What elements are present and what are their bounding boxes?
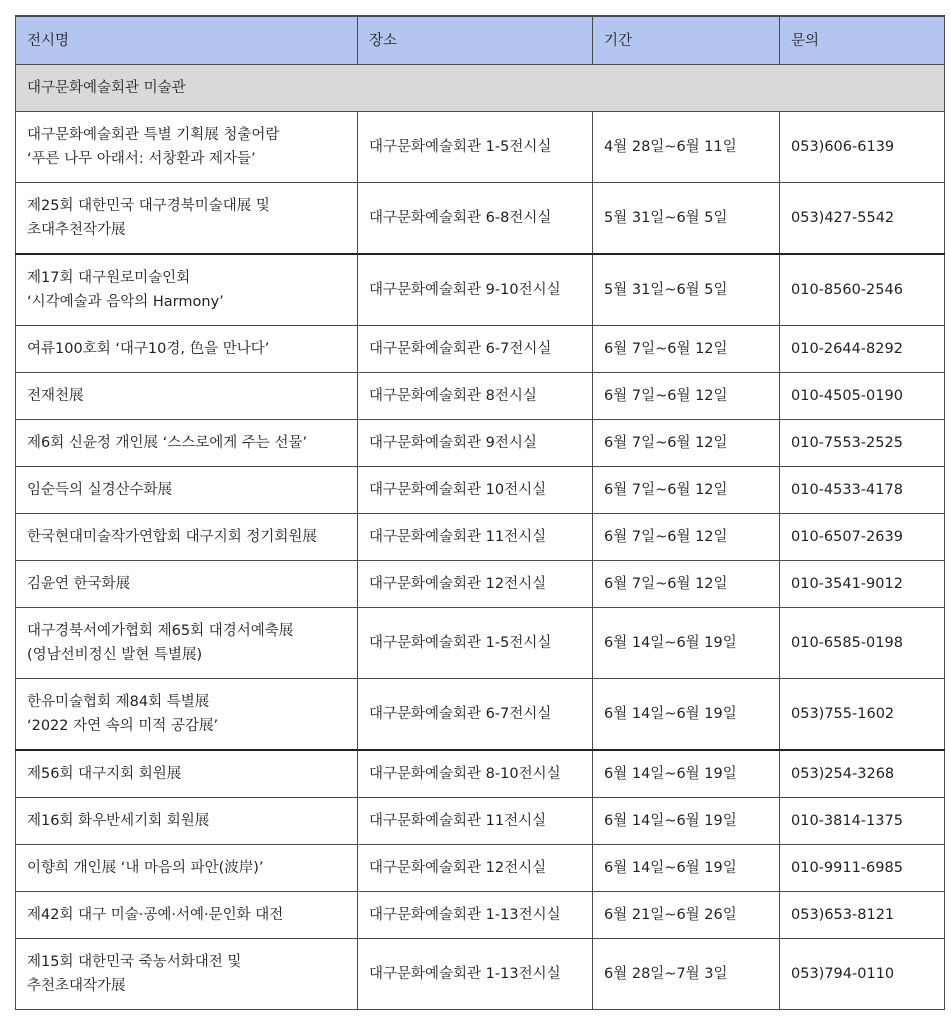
contact-cell: 010-8560-2546 [780, 254, 945, 326]
exhibition-title-line: 제42회 대구 미술·공예·서예·문인화 대전 [27, 907, 284, 923]
exhibition-title-line: 임순득의 실경산수화展 [27, 482, 173, 498]
contact-cell: 010-6585-0198 [780, 608, 945, 679]
header-title: 전시명 [16, 16, 358, 65]
exhibition-title-line: 제17회 대구원로미술인회 [27, 270, 191, 286]
period-cell: 6월 14일~6월 19일 [593, 679, 780, 751]
contact-cell: 010-2644-8292 [780, 326, 945, 373]
venue-cell: 대구문화예술회관 9전시실 [358, 420, 593, 467]
exhibition-title-cell [16, 420, 358, 467]
venue-cell: 대구문화예술회관 12전시실 [358, 561, 593, 608]
period-cell: 5월 31일~6월 5일 [593, 254, 780, 326]
period-cell: 5월 31일~6월 5일 [593, 183, 780, 255]
period-cell: 6월 14일~6월 19일 [593, 608, 780, 679]
venue-cell: 대구문화예술회관 10전시실 [358, 467, 593, 514]
venue-cell: 대구문화예술회관 8전시실 [358, 373, 593, 420]
exhibition-table [15, 15, 945, 1010]
table-row [16, 420, 945, 467]
venue-cell: 대구문화예술회관 8-10전시실 [358, 750, 593, 798]
exhibition-title-line: 추천초대작가展 [27, 978, 126, 994]
exhibition-title-cell [16, 845, 358, 892]
venue-cell: 대구문화예술회관 6-7전시실 [358, 679, 593, 751]
exhibition-title-cell [16, 112, 358, 183]
exhibition-title-line: (영남선비정신 발현 특별展) [27, 647, 203, 663]
venue-cell: 대구문화예술회관 1-5전시실 [358, 112, 593, 183]
table-row [16, 750, 945, 798]
exhibition-title-line: 이향희 개인展 ‘내 마음의 파안(波岸)’ [27, 860, 264, 876]
contact-cell: 053)794-0110 [780, 939, 945, 1010]
contact-cell: 053)427-5542 [780, 183, 945, 255]
contact-cell: 053)653-8121 [780, 892, 945, 939]
header-period: 기간 [593, 16, 780, 65]
venue-cell: 대구문화예술회관 9-10전시실 [358, 254, 593, 326]
venue-cell: 대구문화예술회관 12전시실 [358, 845, 593, 892]
exhibition-title-line: 김윤연 한국화展 [27, 576, 131, 592]
exhibition-title-cell [16, 608, 358, 679]
exhibition-title-cell [16, 467, 358, 514]
exhibition-title-cell [16, 939, 358, 1010]
exhibition-title-line: 전재천展 [27, 388, 84, 404]
table-row [16, 845, 945, 892]
exhibition-title-line: 제16회 화우반세기회 회원展 [27, 813, 210, 829]
table-row [16, 373, 945, 420]
header-row [16, 16, 945, 65]
exhibition-title-line: 제25회 대한민국 대구경북미술대展 및 [27, 198, 270, 214]
exhibition-title-line: ‘푸른 나무 아래서: 서창환과 제자들’ [27, 151, 256, 167]
period-cell: 6월 28일~7월 3일 [593, 939, 780, 1010]
section-row [16, 65, 945, 112]
contact-cell: 010-7553-2525 [780, 420, 945, 467]
exhibition-title-cell [16, 679, 358, 751]
table-row [16, 679, 945, 751]
exhibition-title-cell [16, 373, 358, 420]
contact-cell: 053)755-1602 [780, 679, 945, 751]
contact-cell: 010-4505-0190 [780, 373, 945, 420]
exhibition-title-cell [16, 561, 358, 608]
contact-cell: 010-3814-1375 [780, 798, 945, 845]
contact-cell: 010-3541-9012 [780, 561, 945, 608]
exhibition-title-line: ‘시각예술과 음악의 Harmony’ [27, 294, 224, 310]
period-cell: 6월 7일~6월 12일 [593, 326, 780, 373]
contact-cell: 010-6507-2639 [780, 514, 945, 561]
period-cell: 6월 7일~6월 12일 [593, 514, 780, 561]
table-row [16, 467, 945, 514]
exhibition-title-cell [16, 183, 358, 255]
exhibition-title-line: 여류100호회 ‘대구10경, 色을 만나다’ [27, 341, 270, 357]
period-cell: 6월 7일~6월 12일 [593, 373, 780, 420]
table-row [16, 254, 945, 326]
table-row [16, 561, 945, 608]
venue-cell: 대구문화예술회관 11전시실 [358, 514, 593, 561]
table-row [16, 892, 945, 939]
period-cell: 6월 7일~6월 12일 [593, 467, 780, 514]
venue-cell: 대구문화예술회관 1-13전시실 [358, 939, 593, 1010]
exhibition-title-line: ‘2022 자연 속의 미적 공감展’ [27, 718, 219, 734]
table-row [16, 608, 945, 679]
exhibition-title-line: 제6회 신윤정 개인展 ‘스스로에게 주는 선물’ [27, 435, 308, 451]
exhibition-title-line: 한국현대미술작가연합회 대구지회 정기회원展 [27, 529, 317, 545]
header-venue: 장소 [358, 16, 593, 65]
table-row [16, 112, 945, 183]
exhibition-title-cell [16, 326, 358, 373]
exhibition-title-line: 초대추천작가展 [27, 222, 126, 238]
contact-cell: 010-4533-4178 [780, 467, 945, 514]
contact-cell: 053)254-3268 [780, 750, 945, 798]
exhibition-title-line: 대구경북서예가협회 제65회 대경서예축展 [27, 623, 294, 639]
period-cell: 6월 7일~6월 12일 [593, 561, 780, 608]
table-row [16, 514, 945, 561]
venue-cell: 대구문화예술회관 1-13전시실 [358, 892, 593, 939]
header-contact: 문의 [780, 16, 945, 65]
table-row [16, 798, 945, 845]
table-row [16, 939, 945, 1010]
period-cell: 6월 7일~6월 12일 [593, 420, 780, 467]
exhibition-title-cell [16, 750, 358, 798]
venue-cell: 대구문화예술회관 1-5전시실 [358, 608, 593, 679]
contact-cell: 010-9911-6985 [780, 845, 945, 892]
venue-cell: 대구문화예술회관 6-7전시실 [358, 326, 593, 373]
venue-cell: 대구문화예술회관 11전시실 [358, 798, 593, 845]
exhibition-title-cell [16, 892, 358, 939]
period-cell: 4월 28일~6월 11일 [593, 112, 780, 183]
section-title: 대구문화예술회관 미술관 [16, 65, 945, 112]
contact-cell: 053)606-6139 [780, 112, 945, 183]
exhibition-title-line: 대구문화예술회관 특별 기획展 청출어람 [27, 127, 280, 143]
table-row [16, 326, 945, 373]
exhibition-title-cell [16, 514, 358, 561]
venue-cell: 대구문화예술회관 6-8전시실 [358, 183, 593, 255]
period-cell: 6월 14일~6월 19일 [593, 750, 780, 798]
exhibition-title-line: 한유미술협회 제84회 특별展 [27, 694, 210, 710]
exhibition-title-cell [16, 798, 358, 845]
exhibition-title-line: 제56회 대구지회 회원展 [27, 766, 182, 782]
table-row [16, 183, 945, 255]
period-cell: 6월 14일~6월 19일 [593, 845, 780, 892]
exhibition-title-cell [16, 254, 358, 326]
exhibition-title-line: 제15회 대한민국 죽농서화대전 및 [27, 954, 242, 970]
period-cell: 6월 21일~6월 26일 [593, 892, 780, 939]
period-cell: 6월 14일~6월 19일 [593, 798, 780, 845]
